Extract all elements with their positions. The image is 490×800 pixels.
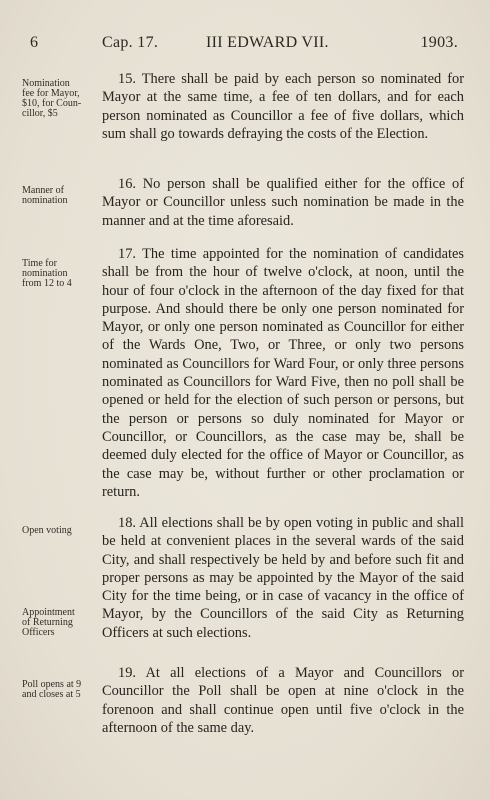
margin-note-manner-of-nomination: Manner of nomination	[22, 185, 68, 206]
running-header	[26, 34, 458, 54]
margin-note-nomination-fee: Nomination fee for Mayor, $10, for Coun- cillor, $5	[22, 78, 82, 119]
margin-note-poll-hours: Poll opens at 9 and closes at 5	[22, 679, 82, 700]
year-label: 1903.	[420, 34, 458, 51]
margin-note-open-voting: Open voting	[22, 525, 72, 536]
section-15: 15. There shall be paid by each person so nominated for Mayor at the same time, a fee of ten dollars, and for each person nominated as Councillor a fee of five dollars, which sum shall go towards defraying the costs of the Election.	[102, 71, 464, 142]
reign-title: III EDWARD VII.	[206, 34, 329, 51]
page-number: 6	[30, 34, 39, 51]
section-16: 16. No person shall be qualified either for the office of Mayor or Councillor unless such nomination be made in the manner and at the time aforesaid.	[102, 176, 464, 229]
section-19: 19. At all elections of a Mayor and Councillors or Councillor the Poll shall be open at nine o'clock in the forenoon and shall continue open until five o'clock in the afternoon of the same day.	[102, 665, 464, 736]
section-17: 17. The time appointed for the nomination of candidates shall be from the hour of twelve o'clock, at noon, until the hour of four o'clock in the afternoon of the day fixed for that purpose. And should there be only one person nominated for Mayor, or only one person nominated as Councillor for either of the Wards One, Two, or Three, or only two persons nominated as Councillors for Ward Four, or only three persons nominated as Councillors for Ward Five, then no poll shall be opened or held for the election of such person or persons, but the person or persons so duly nominated for Mayor or Councillor, or Councillors, as the case may be, shall be deemed duly elected for the office of Mayor or Councillor, as the case may be, without further or other proclamation or return.	[102, 246, 464, 500]
chapter-label: Cap. 17.	[102, 34, 159, 51]
margin-note-time-for-nomination: Time for nomination from 12 to 4	[22, 258, 72, 289]
section-18: 18. All elections shall be by open voting in public and shall be held at convenient places in the several wards of the said City, and shall respectively be held by and before such fit and proper persons as may be appointed by the Mayor of the said City for the time being, or in case of vacancy in the office of Mayor, by the Councillors of the said City as Returning Officers at such elections.	[102, 515, 464, 641]
margin-note-appointment-of-officers: Appointment of Returning Officers	[22, 607, 75, 638]
